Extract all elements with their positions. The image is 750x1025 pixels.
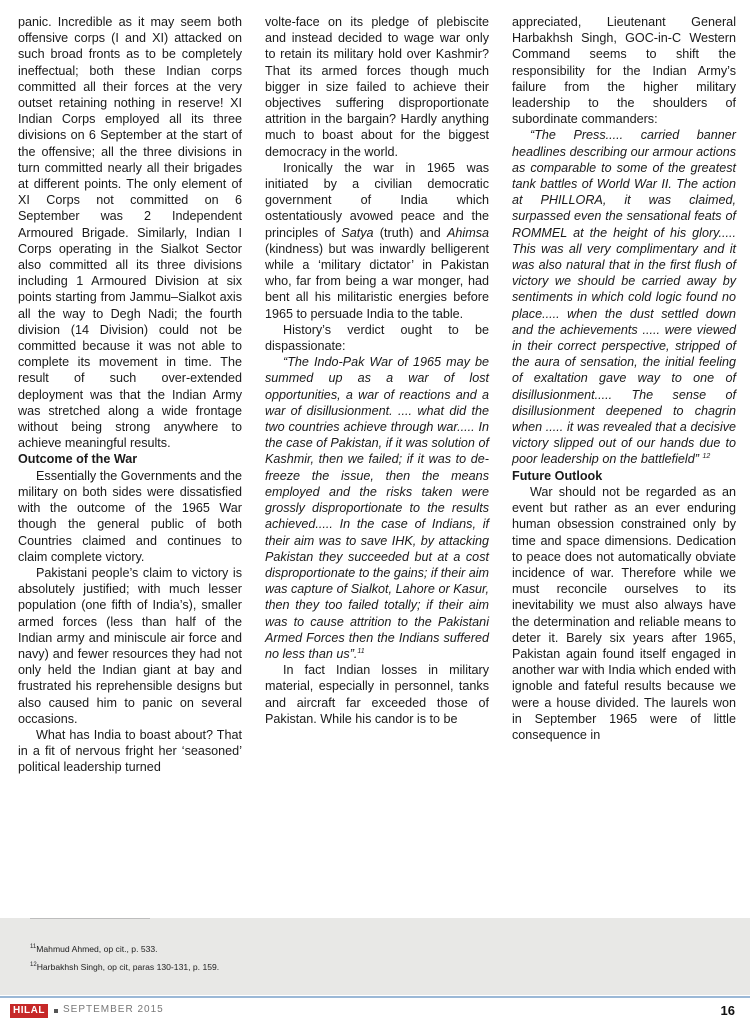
text-run: Ironically the war in 1965 was initiated by a civilian democratic government of India which ostentatiously avowed peace and the principles of [265, 160, 489, 240]
footnote [30, 944, 158, 954]
paragraph: Pakistani people’s claim to victory is absolutely justified; with much lesser population (one fifth of India’s), smaller armed forces (less than half of the Indian army and miniscule air force and navy) and fewer resources they had not only held the Indian giant at bay and frustrated his reprehensible designs but also caused him to panic on several occasions. [18, 565, 242, 726]
footnote-number: 12 [30, 962, 37, 968]
footnote [30, 962, 219, 972]
section-heading-future: Future Outlook [512, 468, 603, 483]
paragraph: panic. Incredible as it may seem both offensive corps (I and XI) attacked on such broad fronts as to be completely ineffectual; both these Indian corps committed all their forces at the very outset retaining nothing in reserve! XI Indian Corps employed all its three divisions on 6 September at the start of the offensive; all the three divisions in turn committed nearly all their brigades at different points. The only element of XI Corps not committed on 6 September was 2 Independent Armoured Brigade. Similarly, Indian I Corps operating in the Sialkot Sector also committed all its three divisions including 1 Armoured Division at six points starting from Jammu–Sialkot axis all the way to Degh Nadi; the fourth division (14 Division) could not be committed because it was not able to complete its movement in time. The result of such over-extended deployment was that the Indian Army was stretched along a wide frontage without being strong anywhere to achieve meaningful results. [18, 15, 242, 451]
italic-term: Ahimsa [447, 225, 489, 240]
footnote-divider [30, 918, 150, 919]
paragraph: Essentially the Governments and the military on both sides were dissatisfied with the outcome of the 1965 War though the general public of both Countries claimed and continues to claim complete victory. [18, 468, 242, 564]
footnote-text: Mahmud Ahmed, op cit., p. 533. [36, 944, 158, 954]
paragraph: appreciated, Lieutenant General Harbakhsh Singh, GOC-in-C Western Command seems to shift the responsibility for the Indian Army’s failure from the higher military leadership to the shoulders of subordinate commanders: [512, 15, 736, 127]
paragraph: What has India to boast about? That in a fit of nervous fright her ‘seasoned’ political leadership turned [18, 727, 242, 775]
footnote-text: Harbakhsh Singh, op cit, paras 130-131, p. 159. [36, 962, 220, 972]
footnote-number: 11 [30, 944, 37, 950]
paragraph: War should not be regarded as an event but rather as an ever enduring human obsession constrained only by time and space dimensions. Dedication to peace does not automatically obviate incidence of war. Therefore while we must reconcile ourselves to its inevitability we must also always have the determination and reliable means to deter it. Barely six years after 1965, Pakistan again found itself engaged in another war with India which ended with ignoble and fateful results because we were a house divided. The laurels won in September 1965 were of little consequence in [512, 484, 736, 742]
magazine-logo: HILAL [10, 1004, 48, 1018]
quote-text: “The Press..... carried banner headlines describing our armour actions as comparable to some of the greatest tank battles of World War II. The action at PHILLORA, it was claimed, surpassed even the sensational feats of ROMMEL at the height of his glory..... This was all very complimentary and it was also natural that in the first flush of victory we should be carried away by sentiments in which cold logic found no place..... when the dust settled down and the achievements ..... were viewed in their correct perspective, stripped of the aura of sensation, the initial feeling of exaltation gave way to one of disillusionment..... The sense of disillusionment deepened to chagrin when ..... it was revealed that a decisive victory slipped out of our hands due to poor leadership on the battlefield” [512, 128, 736, 467]
paragraph [265, 160, 489, 322]
block-quote [265, 354, 489, 662]
page-number: 16 [720, 1003, 735, 1018]
quote-text: “The Indo-Pak War of 1965 may be summed up as a war of lost opportunities, a war of reactions and a war of disillusionment. .... what did the two countries achieve through war..... In the case of Pakistan, if it was solution of Kashmir, then we failed; if it was to de-freeze the issue, then the means employed and the risks taken were grossly disproportionate to the results achieved..... In the case of Indians, if their aim was to save IHK, by attacking Pakistan they succeeded but at a cost disproportionate to the gains; if their aim was capture of Sialkot, Lahore or Kasur, then they too failed totally; if their aim was to cause attrition to the Pakistani Armed Forces then the Indians suffered no less than us”. [265, 355, 490, 661]
text-run: (truth) and [373, 225, 447, 240]
paragraph: In fact Indian losses in military material, especially in personnel, tanks and aircraft far exceeded those of Pakistan. While his candor is to be [265, 663, 489, 726]
text-run: (kindness) but was inwardly belligerent while a ‘military dictator’ in Pakistan who, far from being a war monger, had bent all his militaristic energies before 1965 to persuade India to the table. [265, 241, 489, 321]
italic-term: Satya [341, 225, 374, 240]
footnote-ref: 12 [702, 453, 711, 461]
footer-rule [0, 996, 750, 998]
column-3 [512, 14, 736, 743]
section-heading-outcome: Outcome of the War [18, 452, 138, 467]
paragraph: volte-face on its pledge of plebiscite and instead decided to wage war only to retain its military hold over Kashmir? That its armed forces though much bigger in size failed to achieve their objectives suffering disproportionate attrition in the bargain? Hardly anything much to boast about for the biggest democracy in the world. [265, 15, 489, 159]
page-footer [10, 1003, 735, 1021]
column-1 [18, 14, 242, 776]
block-quote [512, 127, 736, 467]
separator-dot-icon [54, 1009, 58, 1013]
footnotes-area [0, 918, 750, 995]
issue-date: SEPTEMBER 2015 [63, 1004, 164, 1015]
article-body [18, 14, 736, 894]
column-2 [265, 14, 489, 727]
footnote-ref: 11 [357, 647, 365, 655]
paragraph: History’s verdict ought to be dispassionate: [265, 322, 489, 354]
